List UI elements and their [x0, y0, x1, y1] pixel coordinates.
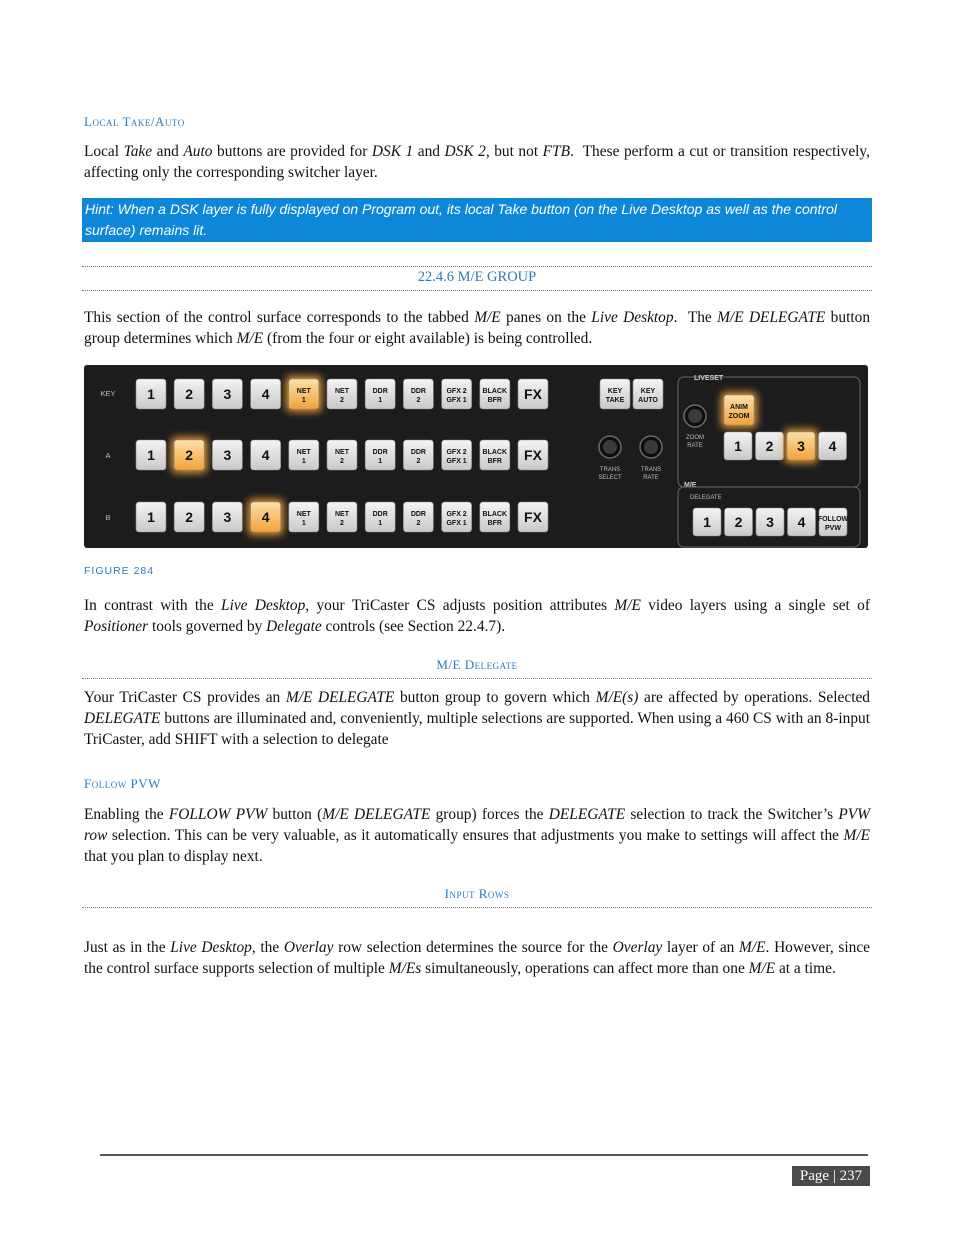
source-button-b-7-label-bottom: 1	[378, 520, 383, 527]
footer-rule	[100, 1154, 868, 1156]
source-button-key-11-label: FX	[524, 386, 542, 402]
source-button-key-2-label: 2	[185, 386, 194, 402]
source-button-key-8-label-top: DDR	[410, 388, 426, 395]
source-button-a-1-label: 1	[147, 447, 155, 463]
source-button-key-9[interactable]	[442, 379, 472, 409]
page-number: Page | 237	[792, 1166, 870, 1186]
anim-zoom-button[interactable]	[721, 392, 757, 428]
section-divider-bottom	[82, 290, 872, 291]
source-button-b-3-label: 3	[223, 509, 232, 525]
delegate-button-3-label: 3	[766, 514, 774, 530]
source-button-b-4-label: 4	[261, 509, 270, 525]
source-button-b-2-label: 2	[185, 509, 194, 525]
me-delegate-divider	[82, 678, 872, 679]
figure-caption: FIGURE 284	[84, 565, 155, 577]
anim-zoom-button-label-bottom: ZOOM	[728, 413, 750, 420]
source-button-key-10-label-top: BLACK	[482, 388, 508, 395]
anim-zoom-button-label-top: ANIM	[730, 404, 748, 411]
source-button-a-5-label-top: NET	[296, 449, 311, 456]
source-button-b-10-label-top: BLACK	[482, 511, 508, 518]
source-button-b-10[interactable]	[480, 502, 510, 532]
source-button-b-8-label-top: DDR	[410, 511, 426, 518]
source-button-a-10-label-top: BLACK	[482, 449, 508, 456]
trans-rate-label-top: TRANS	[640, 467, 662, 473]
source-button-key-8[interactable]	[403, 379, 433, 409]
local-take-auto-heading: Local Take/Auto	[84, 114, 185, 129]
source-button-a-6-label-bottom: 2	[340, 458, 344, 465]
liveset-button-2[interactable]	[756, 432, 784, 460]
source-button-key-9-label-top: GFX 2	[446, 388, 467, 395]
liveset-button-3[interactable]	[784, 429, 818, 463]
me-group-number: 22.4.6	[417, 269, 455, 285]
source-button-a-8-label-bottom: 2	[416, 458, 421, 465]
delegate-button-4-label: 4	[797, 514, 806, 530]
key-auto-button-label-top: KEY	[640, 388, 656, 395]
source-button-key-5[interactable]	[286, 376, 322, 412]
source-button-a-10-label-bottom: BFR	[487, 458, 502, 465]
source-button-a-3[interactable]	[212, 440, 242, 470]
me-group-paragraph: This section of the control surface corresponds to the tabbed M/E panes on the Live Desktop. The M/E DELEGATE button group determines which M/E (from the four or eight available) is being controlled.	[84, 309, 871, 347]
source-button-b-7-label-top: DDR	[372, 511, 388, 518]
source-button-a-9-label-bottom: GFX 1	[446, 458, 467, 465]
source-button-b-1-label: 1	[147, 509, 155, 525]
source-button-b-9[interactable]	[442, 502, 472, 532]
source-button-b-3[interactable]	[212, 502, 242, 532]
liveset-button-4[interactable]	[819, 432, 847, 460]
liveset-button-1-label: 1	[734, 438, 742, 454]
source-button-a-7-label-top: DDR	[372, 449, 388, 456]
follow-pvw-paragraph: Enabling the FOLLOW PVW button (M/E DELEGATE group) forces the DELEGATE selection to track the Switcher’s PVW row selection. This can be very valuable, as it automatically ensures that adjustments you make to settings will affect the M/E that you plan to display next.	[84, 806, 870, 865]
row-label-b: B	[105, 513, 111, 522]
zoom-rate-label-top: ZOOM	[686, 435, 704, 441]
source-button-a-11[interactable]	[518, 440, 548, 470]
me-delegate-heading: M/E Delegate	[436, 657, 518, 672]
control-surface-figure	[84, 365, 868, 548]
follow-pvw-button[interactable]	[818, 508, 849, 536]
source-button-b-11[interactable]	[518, 502, 548, 532]
key-take-button[interactable]	[600, 379, 630, 409]
source-button-a-8[interactable]	[403, 440, 433, 470]
liveset-button-4-label: 4	[828, 438, 837, 454]
source-button-key-3-label: 3	[223, 386, 232, 402]
source-button-key-8-label-bottom: 2	[416, 397, 421, 404]
source-button-key-3[interactable]	[212, 379, 242, 409]
source-button-b-7[interactable]	[365, 502, 395, 532]
source-button-key-10[interactable]	[480, 379, 510, 409]
me-group-heading	[82, 269, 872, 286]
source-button-key-11[interactable]	[518, 379, 548, 409]
control-surface-image	[84, 365, 868, 548]
source-button-b-6-label-bottom: 2	[340, 520, 344, 527]
source-button-b-5[interactable]	[289, 502, 319, 532]
source-button-key-7-label-bottom: 1	[378, 397, 383, 404]
me-group-title: M/E GROUP	[457, 269, 537, 285]
key-take-button-label-bottom: TAKE	[605, 397, 625, 404]
source-button-a-8-label-top: DDR	[410, 449, 426, 456]
source-button-a-7[interactable]	[365, 440, 395, 470]
delegate-button-2-label: 2	[734, 514, 743, 530]
input-rows-paragraph: Just as in the Live Desktop, the Overlay row selection determines the source for the Overlay layer of an M/E. However, since the control surface supports selection of multiple M/Es simultaneously, operations can affect more than one M/E at a time.	[84, 939, 870, 977]
source-button-b-5-label-bottom: 1	[301, 520, 306, 527]
source-button-key-4-label: 4	[261, 386, 270, 402]
source-button-b-4[interactable]	[248, 499, 284, 535]
source-button-a-4-label: 4	[261, 447, 270, 463]
me-delegate-paragraph: Your TriCaster CS provides an M/E DELEGATE button group to govern which M/E(s) are affected by operations. Selected DELEGATE buttons are illuminated and, conveniently, multiple selections are supported. When using a 460 CS with an 8-input TriCaster, add SHIFT with a selection to delegate	[84, 689, 870, 748]
trans-select-knob[interactable]	[599, 436, 621, 458]
source-button-key-7[interactable]	[365, 379, 395, 409]
source-button-b-8[interactable]	[403, 502, 433, 532]
source-button-a-2[interactable]	[171, 437, 207, 473]
liveset-button-3-label: 3	[797, 438, 805, 454]
source-button-a-10[interactable]	[480, 440, 510, 470]
source-button-b-1[interactable]	[136, 502, 166, 532]
section-divider-top	[82, 266, 872, 267]
key-take-button-label-top: KEY	[607, 388, 623, 395]
source-button-key-2[interactable]	[174, 379, 204, 409]
delegate-label: DELEGATE	[690, 495, 722, 501]
source-button-b-10-label-bottom: BFR	[487, 520, 502, 527]
row-label-a: A	[105, 451, 111, 460]
contrast-paragraph: In contrast with the Live Desktop, your TriCaster CS adjusts position attributes M/E video layers using a single set of Positioner tools governed by Delegate controls (see Section 22.4.7).	[84, 597, 870, 635]
follow-pvw-button-label-top: FOLLOW	[817, 516, 849, 523]
source-button-a-9[interactable]	[442, 440, 472, 470]
source-button-b-5-label-top: NET	[296, 511, 311, 518]
source-button-key-9-label-bottom: GFX 1	[446, 397, 467, 404]
source-button-b-6-label-top: NET	[335, 511, 349, 518]
trans-select-label-bottom: SELECT	[598, 475, 622, 481]
source-button-key-5-label-top: NET	[296, 388, 311, 395]
source-button-a-3-label: 3	[223, 447, 232, 463]
liveset-button-1[interactable]	[724, 432, 752, 460]
source-button-a-6-label-top: NET	[335, 449, 349, 456]
hint-box: Hint: When a DSK layer is fully displayed on Program out, its local Take button (on the Live Desktop as well as the control surface) remains lit.	[82, 198, 872, 242]
liveset-label: LIVESET	[694, 375, 724, 382]
follow-pvw-button-label-bottom: PVW	[825, 525, 841, 532]
source-button-key-10-label-bottom: BFR	[487, 397, 502, 404]
source-button-key-6-label-top: NET	[335, 388, 349, 395]
delegate-button-1-label: 1	[703, 514, 711, 530]
delegate-button-2[interactable]	[725, 508, 753, 536]
input-rows-heading: Input Rows	[444, 886, 510, 901]
source-button-a-5-label-bottom: 1	[301, 458, 306, 465]
source-button-key-5-label-bottom: 1	[301, 397, 306, 404]
zoom-rate-knob[interactable]	[684, 405, 706, 427]
source-button-key-6-label-bottom: 2	[340, 397, 344, 404]
delegate-button-3[interactable]	[756, 508, 784, 536]
local-take-auto-paragraph: Local Take and Auto buttons are provided for DSK 1 and DSK 2, but not FTB. These perform a cut or transition respectively, affecting only the corresponding switcher layer.	[84, 143, 870, 181]
trans-rate-label-bottom: RATE	[643, 475, 659, 481]
source-button-b-9-label-bottom: GFX 1	[446, 520, 467, 527]
delegate-button-4[interactable]	[788, 508, 816, 536]
source-button-b-6[interactable]	[327, 502, 357, 532]
source-button-a-2-label: 2	[185, 447, 194, 463]
source-button-key-6[interactable]	[327, 379, 357, 409]
source-button-a-5[interactable]	[289, 440, 319, 470]
source-button-a-6[interactable]	[327, 440, 357, 470]
follow-pvw-heading: Follow PVW	[84, 776, 161, 791]
zoom-rate-label-bottom: RATE	[687, 443, 703, 449]
input-rows-divider	[82, 907, 872, 908]
row-label-key: KEY	[100, 389, 116, 398]
source-button-key-4[interactable]	[251, 379, 281, 409]
key-auto-button[interactable]	[633, 379, 663, 409]
source-button-b-2[interactable]	[174, 502, 204, 532]
me-label: M/E	[684, 482, 697, 489]
source-button-a-9-label-top: GFX 2	[446, 449, 467, 456]
trans-select-label-top: TRANS	[599, 467, 621, 473]
source-button-key-1-label: 1	[147, 386, 155, 402]
liveset-button-2-label: 2	[765, 438, 774, 454]
source-button-a-1[interactable]	[136, 440, 166, 470]
source-button-key-7-label-top: DDR	[372, 388, 388, 395]
source-button-b-11-label: FX	[524, 509, 542, 525]
source-button-a-11-label: FX	[524, 447, 542, 463]
trans-rate-knob[interactable]	[640, 436, 662, 458]
delegate-button-1[interactable]	[693, 508, 721, 536]
key-auto-button-label-bottom: AUTO	[638, 397, 658, 404]
source-button-a-4[interactable]	[251, 440, 281, 470]
source-button-a-7-label-bottom: 1	[378, 458, 383, 465]
source-button-b-8-label-bottom: 2	[416, 520, 421, 527]
source-button-key-1[interactable]	[136, 379, 166, 409]
source-button-b-9-label-top: GFX 2	[446, 511, 467, 518]
